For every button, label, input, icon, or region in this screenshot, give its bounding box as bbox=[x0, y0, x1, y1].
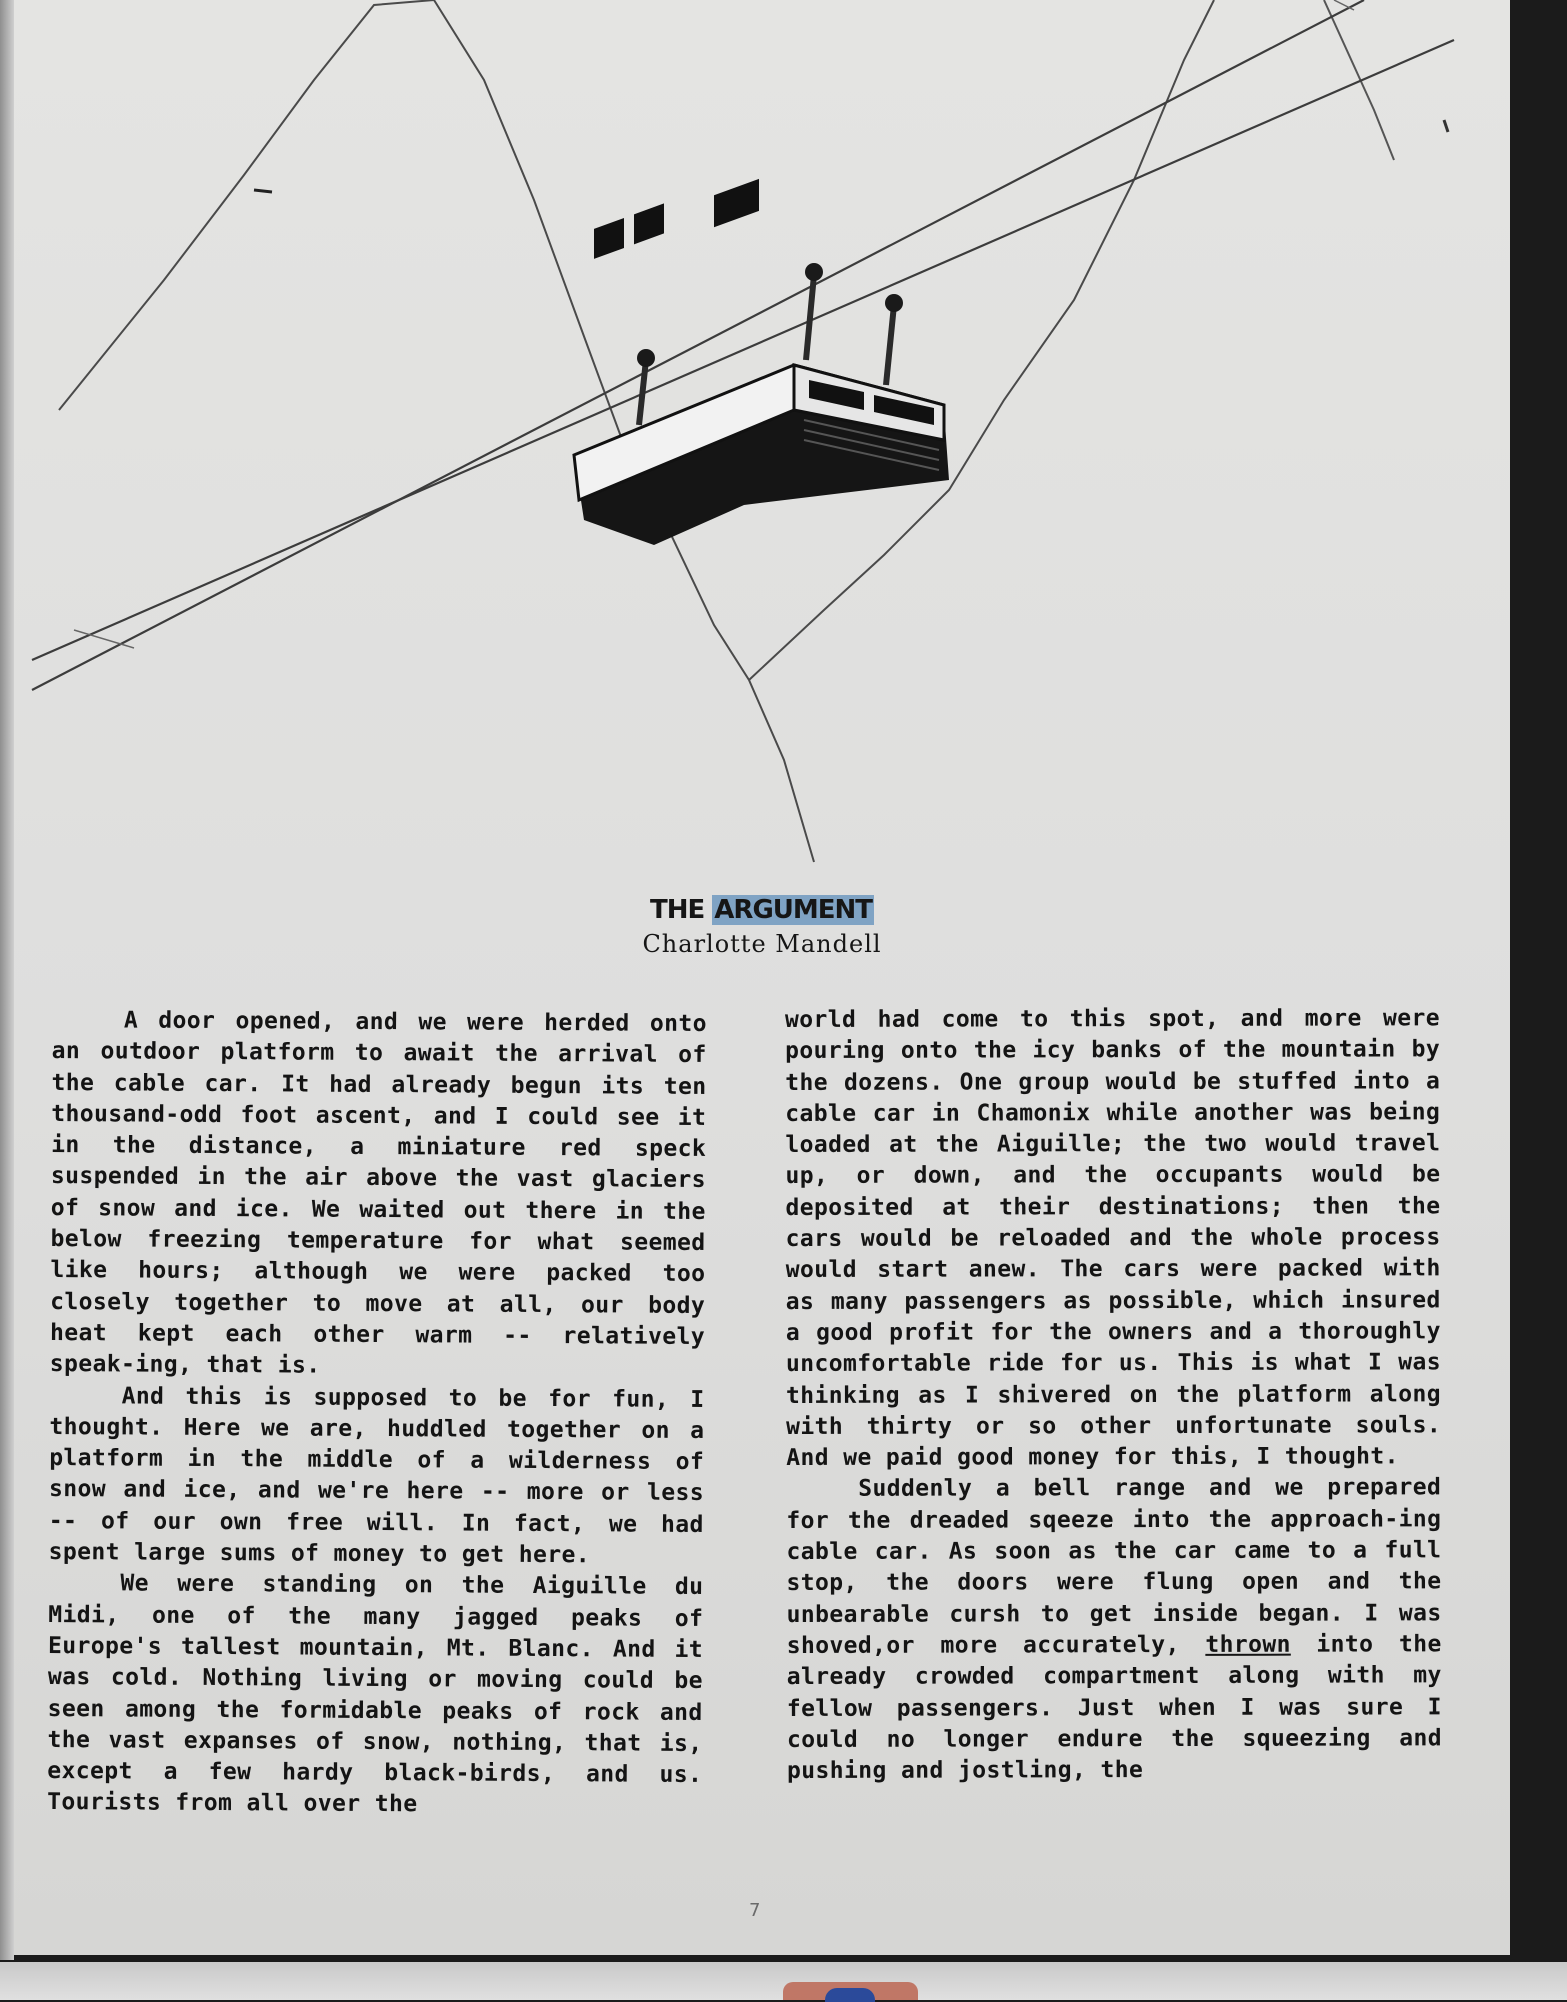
cable-car bbox=[574, 179, 949, 545]
text-column-left bbox=[47, 1005, 707, 1823]
title-word-argument-selected[interactable]: ARGUMENT bbox=[714, 895, 873, 925]
paragraph: We were standing on the Aiguille du Midi, one of the many jagged peaks of Europe's tallest mountain, Mt. Blanc. And it was cold. Nothing living or moving could be seen among the formidable peaks of rock and the vast expanses of snow, nothing, that is, except a few hardy black-birds, and us. Tourists from all over the bbox=[47, 1570, 704, 1818]
underlined-word: thrown bbox=[1205, 1631, 1291, 1658]
document-page bbox=[14, 0, 1510, 1955]
paragraph-text: into the already crowded compartment along with my fellow passengers. Just when I was sure I could no longer endure the squeezing and pushing and jostling, the bbox=[786, 1631, 1442, 1785]
page-number: 7 bbox=[749, 1900, 761, 1921]
article-title bbox=[14, 895, 1510, 925]
paragraph bbox=[786, 1473, 1442, 1788]
title-word-the: THE bbox=[649, 895, 705, 925]
paragraph: world had come to this spot, and more were pouring onto the icy banks of the mountain by the dozens. One group would be stuffed into a cable car in Chamonix while another was being loaded at the Aiguille; the two would travel up, or down, and the occupants would be deposited at their destinations; then the cars would be reloaded and the whole process would start anew. The cars were packed with as many passengers as possible, which insured a good profit for the owners and a thoroughly uncomfortable ride for us. This is what I was thinking as I shivered on the platform along with thirty or so other unfortunate souls. And we paid good money for this, I thought. bbox=[785, 1005, 1442, 1472]
text-column-right bbox=[785, 1003, 1442, 1787]
paragraph: And this is supposed to be for fun, I thought. Here we are, huddled together on a platform in the middle of a wilderness of snow and ice, and we're here -- more or less -- of our own free will. In fact, we had spent large sums of money to get here. bbox=[48, 1382, 705, 1569]
paragraph: A door opened, and we were herded onto an outdoor platform to await the arrival of the cable car. It had already begun its ten thousand-odd foot ascent, and I could see it in the distance, a miniature red speck suspended in the air above the vast glaciers of snow and ice. We waited out there in the below freezing temperature for what seemed like hours; although we were packed too closely together to move at all, our body heat kept each other warm -- relatively speak-ing, that is. bbox=[49, 1007, 707, 1379]
article-author: Charlotte Mandell bbox=[642, 930, 882, 958]
paragraph-text: Suddenly a bell range and we prepared for the dreaded sqeeze into the approach-ing cable car. As soon as the car came to a full stop, the doors were flung open and the unbearable cursh to get inside began. I was shoved,or more accurately, bbox=[786, 1474, 1442, 1659]
screen-bezel-left bbox=[0, 0, 14, 1960]
cable-car-illustration bbox=[14, 0, 1510, 900]
